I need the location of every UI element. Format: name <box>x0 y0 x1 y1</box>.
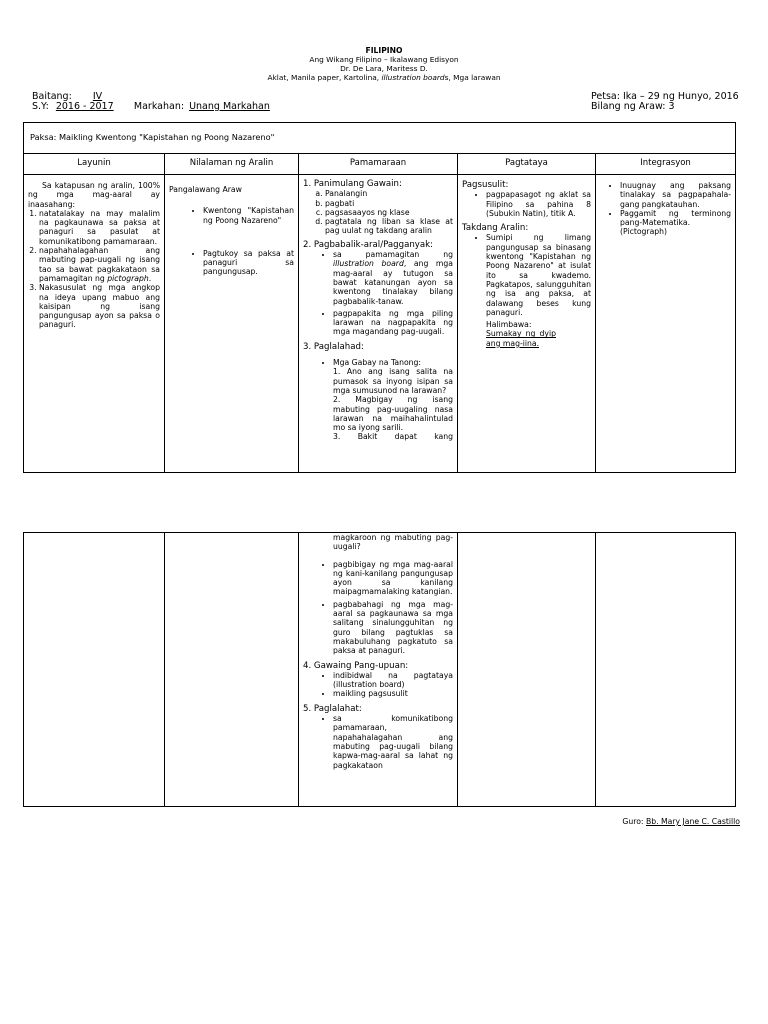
guro-name: Bb. Mary Jane C. Castillo <box>645 817 740 826</box>
s2-item-1-i: illustration board <box>333 259 404 269</box>
author-line: Dr. De Lara, Maritess D. <box>340 64 428 73</box>
sy-value: 2016 - 2017 <box>55 101 114 112</box>
layunin-cell <box>24 175 165 473</box>
s4-item-2: • maikling pagsusulit <box>333 689 453 698</box>
col-header-layunin: Layunin <box>24 154 165 175</box>
nilalaman-item-2: • Pagtukoy sa paksa at panaguri sa pangungusap. <box>203 249 294 277</box>
petsa: Petsa: Ika – 29 ng Hunyo, 2016 <box>591 91 739 102</box>
s3-item-1 <box>333 358 453 442</box>
s3-question-2: 2. Magbigay ng isang mabuting pag-uugaling nasa larawan na maihahalintulad mo sa iyong sarili. <box>333 395 453 433</box>
guro-label: Guro: <box>622 817 646 826</box>
materials-a: Aklat, Manila paper, Kartolina, <box>267 73 382 82</box>
layunin-item-3: 3. Nakasusulat ng mga angkop na ideya upang mabuo ang kaisipan ng isang pangungusap ayon sa paksa o panaguri. <box>39 283 160 329</box>
pamamaraan-s5-title: 5. Paglalahat: <box>303 703 362 714</box>
sy-label: S.Y: <box>32 101 49 112</box>
s5-item-1: • sa komunikatibong pamamaraan, napahahalagahan ang mabuting pag-uugali bilang kapwa-mag-aaral sa lahat ng pagkakataon <box>333 714 453 770</box>
integrasyon-cell-cont <box>596 533 736 807</box>
lesson-plan-table-continued <box>23 532 736 807</box>
pamamaraan-s3-title: 3. Paglalahad: <box>303 341 364 352</box>
pamamaraan-cell-cont <box>299 533 458 807</box>
pamamaraan-cell <box>299 175 458 473</box>
subject-title: FILIPINO <box>365 46 403 55</box>
s1-item-a: a. Panalangin <box>325 189 453 198</box>
pagtataya-cell <box>458 175 596 473</box>
col-header-pagtataya: Pagtataya <box>458 154 596 175</box>
halimbawa-text: Sumakay ng dyip ang mag-iina. <box>486 329 556 348</box>
materials-i: illustration board <box>381 73 445 82</box>
s3-item-1-label: Mga Gabay na Tanong: <box>333 358 421 368</box>
layunin-item-2-text: napahahalagahan ang mabuting pap-uugali ng isang tao sa bawat pagkakataon sa pamamagitan ng <box>39 246 160 283</box>
nilalaman-heading: Pangalawang Araw <box>169 185 242 194</box>
pamamaraan-s1-title: 1. Panimulang Gawain: <box>303 179 402 189</box>
layunin-item-1: 1. natatalakay na may malalim na pagkaunawa sa paksa at panaguri sa pasulat at komunikatibong pamamaraan. <box>39 209 160 246</box>
textbook-line: Ang Wikang Filipino – Ikalawang Edisyon <box>309 55 459 64</box>
bilang-ng-araw: Bilang ng Araw: 3 <box>591 101 675 112</box>
markahan-value: Unang Markahan <box>189 101 270 112</box>
halimbawa-title: Halimbawa: <box>486 320 532 330</box>
col-header-nilalaman: Nilalaman ng Aralin <box>165 154 299 175</box>
p2-item-1: • pagbibigay ng mga mag-aaral ng kani-kanilang pangungusap ayon sa kanilang maipagmamalaking katangian. <box>333 560 453 597</box>
takdang-aralin-item: • Sumipi ng limang pangungusap sa binasang kwentong "Kapistahan ng Poong Nazareno" at isulat ito sa kwademo. Pagkatapos, salungguhitan ng isa ang paksa, at dalawang beses kung panaguri. <box>486 233 591 317</box>
p2-item-2: • pagbabahagi ng mga mag-aaral sa pagkaunawa sa mga salitang sinalungguhitan ng guro bilang pagtuklas sa makabuluhang pagkatuto sa paksa at panaguri. <box>333 600 453 656</box>
layunin-item-2-ital: pictograph <box>107 273 149 283</box>
s2-item-1-a: sa pamamagitan ng <box>333 250 453 260</box>
s3-question-3: 3. Bakit dapat kang <box>333 432 453 442</box>
s3-question-3-cont: magkaroon ng mabuting pag-uugali? <box>333 533 453 552</box>
integrasyon-item-2: • Paggamit ng terminong pang-Matematika. (Pictograph) <box>620 209 731 237</box>
nilalaman-item-1: • Kwentong "Kapistahan ng Poong Nazareno" <box>203 206 294 225</box>
pagtataya-cell-cont <box>458 533 596 807</box>
guro-signature <box>622 817 740 826</box>
lesson-plan-table <box>23 122 736 473</box>
paksa-row: Paksa: Maikling Kwentong "Kapistahan ng Poong Nazareno" <box>24 123 736 154</box>
s2-item-1 <box>333 250 453 306</box>
pamamaraan-s4-title: 4. Gawaing Pang-upuan: <box>303 660 409 671</box>
nilalaman-cell-cont <box>165 533 299 807</box>
layunin-intro: Sa katapusan ng aralin, 100% ng mga mag-aaral ay inaasahang: <box>28 181 160 209</box>
materials-b: s, Mga larawan <box>444 73 501 82</box>
takdang-aralin-title: Takdang Aralin: <box>462 223 529 234</box>
sy-row <box>32 101 275 112</box>
s4-item-1: • indibidwal na pagtataya (illustration board) <box>333 671 453 690</box>
layunin-cell-cont <box>24 533 165 807</box>
document-header <box>0 46 768 82</box>
col-header-pamamaraan: Pamamaraan <box>299 154 458 175</box>
continued-row <box>24 533 736 807</box>
s2-item-1-b: , ang mga mag-aaral ay tutugon sa bawat katanungan ayon sa kwentong tinalakay bilang pagbabalik-tanaw. <box>333 259 453 306</box>
s1-item-b: b. pagbati <box>325 199 453 208</box>
layunin-item-2: 2. napahahalagahan ang mabuting pap-uugali ng isang tao sa bawat pagkakataon sa pamamagitan ng pictograph. <box>39 246 160 283</box>
integrasyon-cell <box>596 175 736 473</box>
materials-line <box>0 73 768 82</box>
markahan-label: Markahan: <box>133 101 185 112</box>
pamamaraan-s2-title: 2. Pagbabalik-aral/Pagganyak: <box>303 239 434 250</box>
content-row <box>24 175 736 473</box>
s1-item-c: c. pagsasaayos ng klase <box>325 208 453 217</box>
baitang-value: IV <box>92 91 103 102</box>
s1-item-d: d. pagtatala ng liban sa klase at pag uulat ng takdang aralin <box>325 217 453 236</box>
baitang-label: Baitang: <box>32 91 72 102</box>
s2-item-2: • pagpapakita ng mga piling larawan na nagpapakita ng mga magandang pag-uugali. <box>333 309 453 337</box>
nilalaman-cell <box>165 175 299 473</box>
column-header-row <box>24 154 736 175</box>
col-header-integrasyon: Integrasyon <box>596 154 736 175</box>
s3-question-1: 1. Ano ang isang salita na pumasok sa inyong isipan sa mga sumusunod na larawan? <box>333 367 453 395</box>
pagsusulit-item: • pagpapasagot ng aklat sa Filipino sa pahina 8 (Subukin Natin), titik A. <box>486 190 591 218</box>
integrasyon-item-1: • Inuugnay ang paksang tinalakay sa pagpapahala-gang pangkatauhan. <box>620 181 731 209</box>
pagsusulit-title: Pagsusulit: <box>462 180 509 190</box>
